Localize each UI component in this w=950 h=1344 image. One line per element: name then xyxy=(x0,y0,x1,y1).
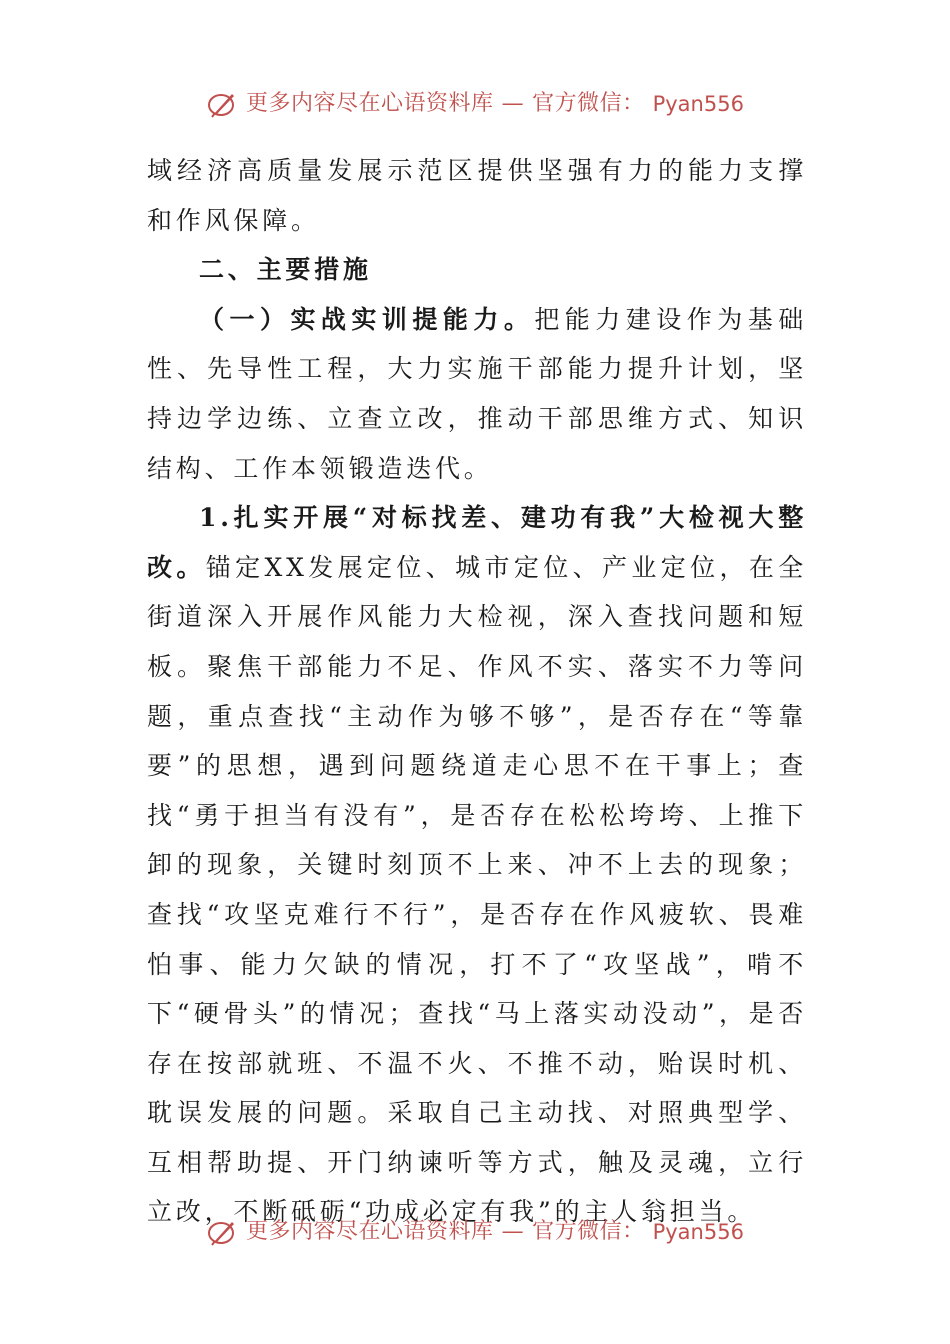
watermark-header xyxy=(0,88,950,120)
item1-heading: 1.扎实开展“对标找差、建功有我”大检视大整改。 xyxy=(147,503,807,582)
watermark-dash: — xyxy=(501,91,525,116)
watermark-main-text: 更多内容尽在心语资料库 xyxy=(246,1219,494,1244)
watermark-wechat-id: Pyan556 xyxy=(652,1220,744,1244)
quill-pen-icon xyxy=(206,88,238,120)
subsection-paragraph xyxy=(147,295,807,493)
subsection-text: 把能力建设作为基础性、先导性工程，大力实施干部能力提升计划，坚持边学边练、立查立改，推动干部思维方式、知识结构、工作本领锻造迭代。 xyxy=(147,304,807,483)
subsection-heading: （一）实战实训提能力。 xyxy=(199,304,535,334)
section-heading: 二、主要措施 xyxy=(199,255,372,285)
watermark-main-text: 更多内容尽在心语资料库 xyxy=(246,91,494,116)
watermark-sub-text: 官方微信： xyxy=(532,91,645,116)
item1-text: 锚定XX发展定位、城市定位、产业定位，在全街道深入开展作风能力大检视，深入查找问题和短板。聚焦干部能力不足、作风不实、落实不力等问题，重点查找“主动作为够不够”，是否存在“等靠要”的思想，遇到问题绕道走心思不在干事上；查找“勇于担当有没有”，是否存在松松垮垮、上推下卸的现象，关键时刻顶不上来、冲不上去的现象；查找“攻坚克难行不行”，是否存在作风疲软、畏难怕事、能力欠缺的情况，打不了“攻坚战”，啃不下“硬骨头”的情况；查找“马上落实动没动”，是否存在按部就班、不温不火、不推不动，贻误时机、耽误发展的问题。采取自己主动找、对照典型学、互相帮助提、开门纳谏听等方式，触及灵魂，立行立改，不断砥砺“功成必定有我”的主人翁担当。 xyxy=(147,552,807,1227)
item1-paragraph xyxy=(147,493,807,1237)
quill-pen-icon xyxy=(206,1216,238,1248)
document-body xyxy=(147,146,807,1237)
watermark-wechat-id: Pyan556 xyxy=(652,92,744,116)
watermark-dash: — xyxy=(501,1219,525,1244)
watermark-footer xyxy=(0,1216,950,1248)
continuation-paragraph: 域经济高质量发展示范区提供坚强有力的能力支撑和作风保障。 xyxy=(147,156,807,235)
watermark-sub-text: 官方微信： xyxy=(532,1219,645,1244)
